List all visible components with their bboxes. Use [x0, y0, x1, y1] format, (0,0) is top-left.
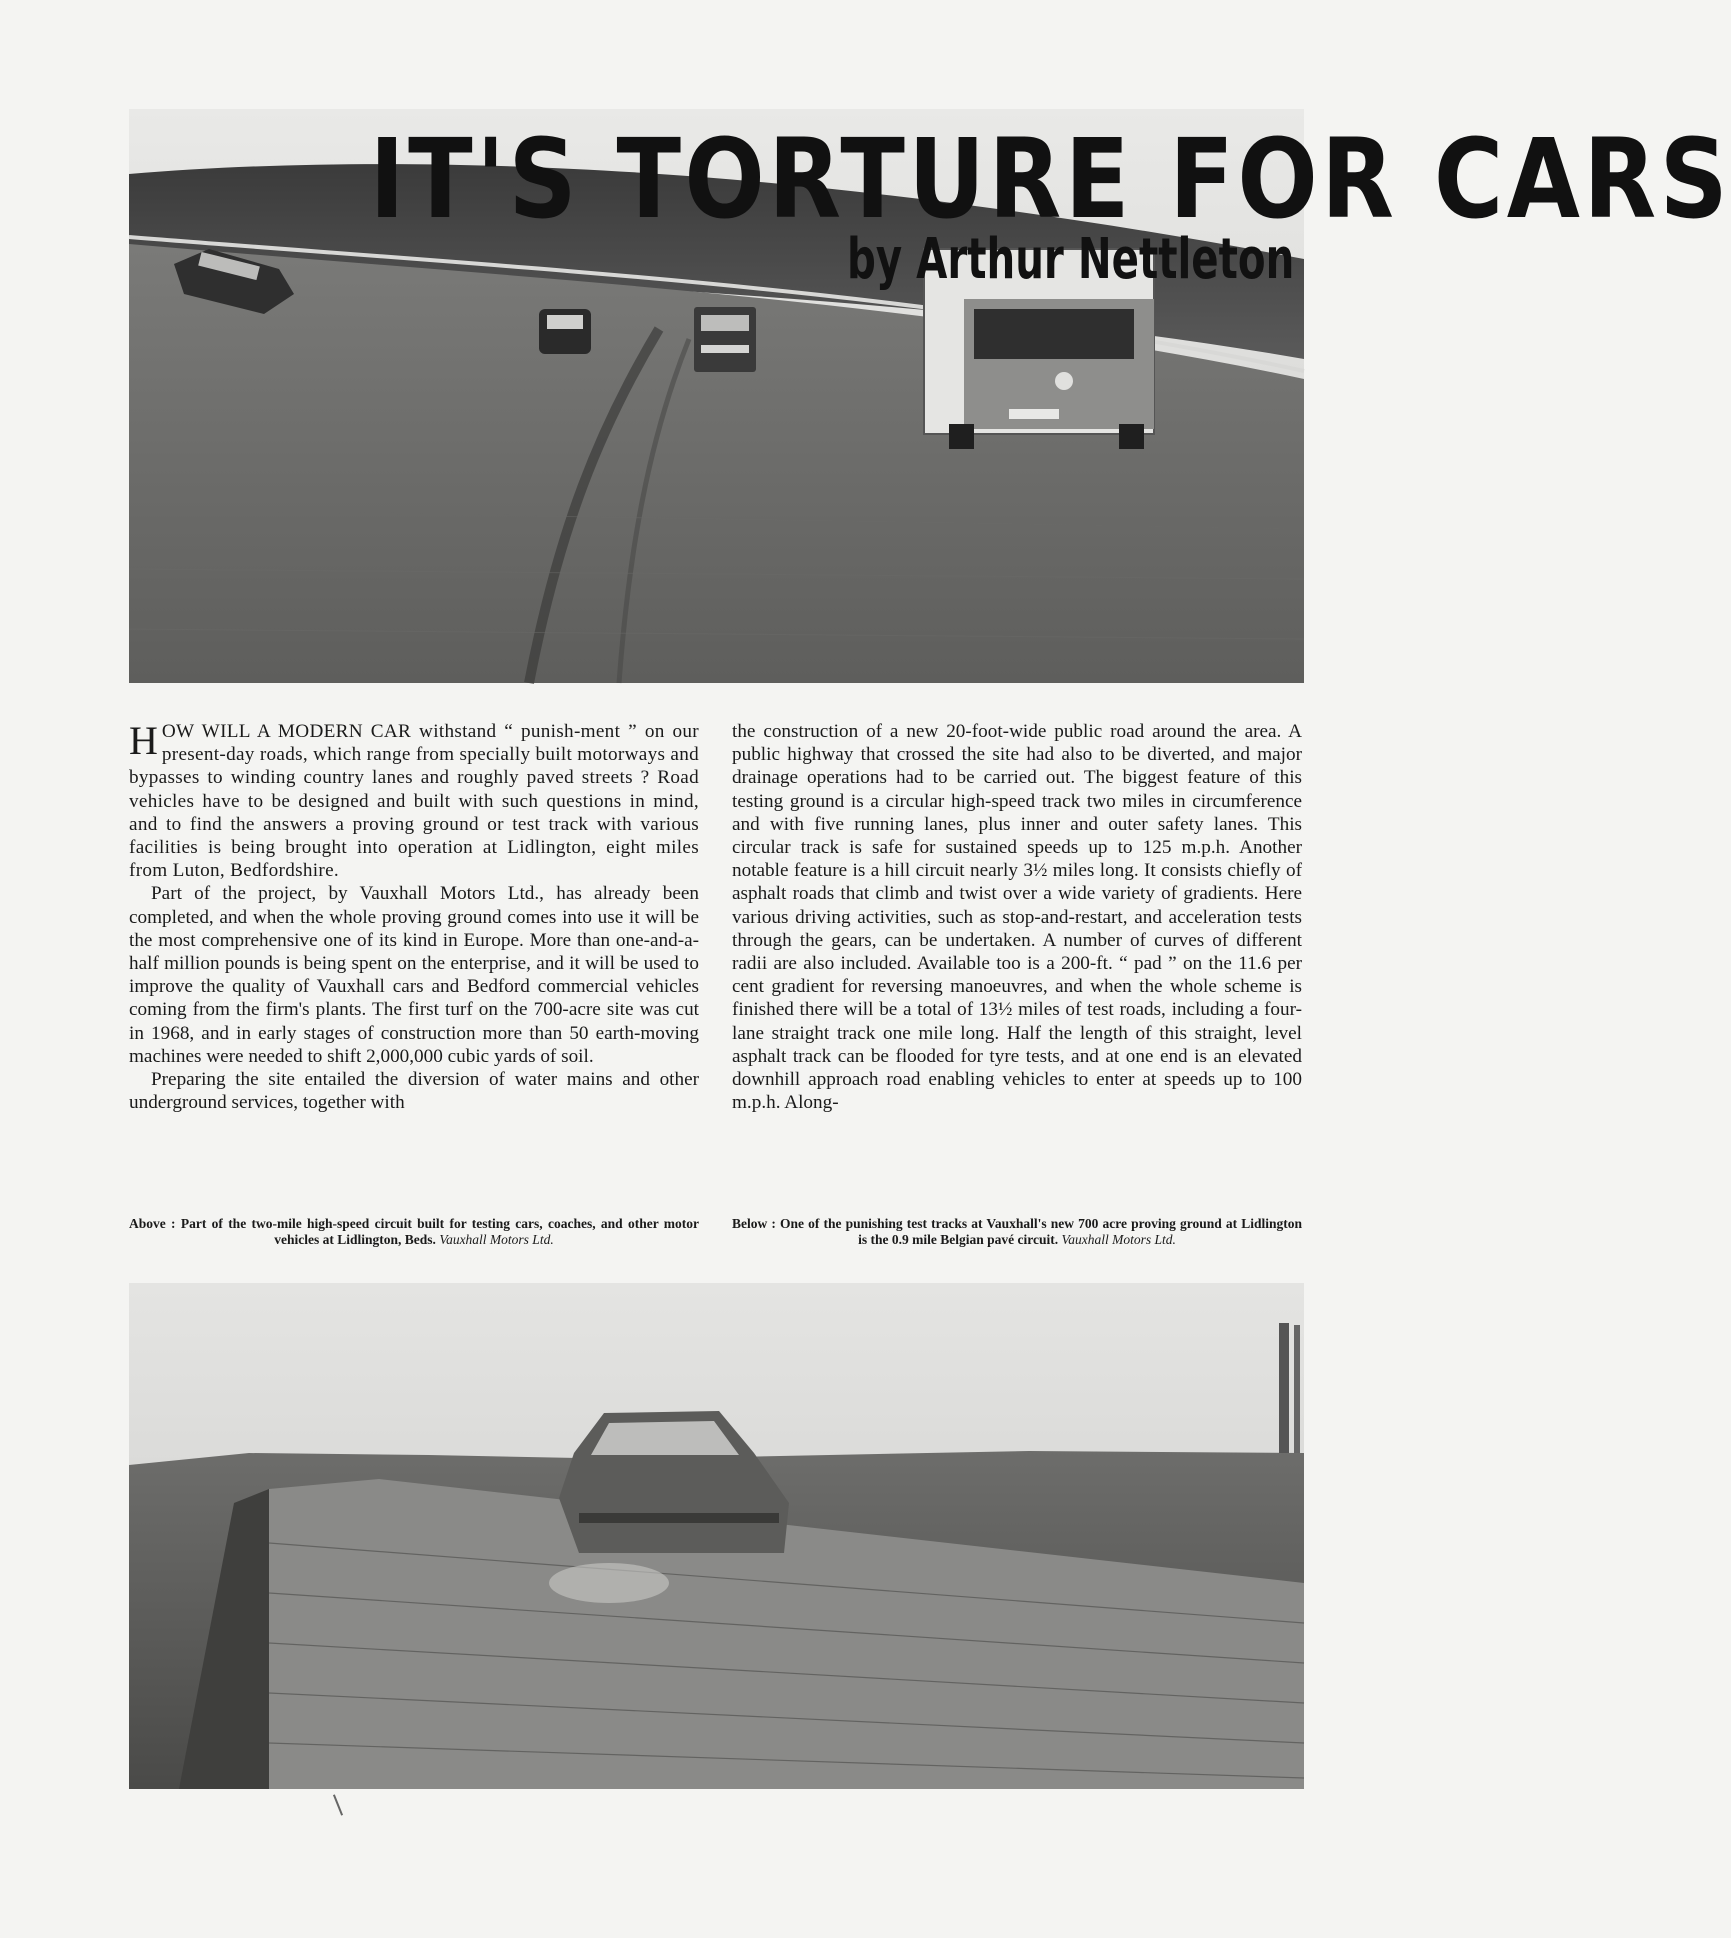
- bottom-photo-pave-circuit: [129, 1283, 1304, 1789]
- caption-above: [129, 1216, 699, 1247]
- paragraph-3: Preparing the site entailed the diversion of water mains and other underground services, together with: [129, 1069, 699, 1114]
- caption-below-credit: Vauxhall Motors Ltd.: [1061, 1231, 1176, 1247]
- lead-text: OW WILL A MODERN CAR withstand “ punish-ment ” on our present-day roads, which range from specially built motorways and bypasses to winding country lanes and roughly paved streets ? Road vehicles have to be designed and built with such questions in mind, and to find the answers a proving ground or test track with various facilities is being brought into operation at Lidlington, eight miles from Luton, Bedfordshire.: [129, 721, 699, 882]
- drop-cap: H: [129, 718, 158, 763]
- van: [694, 307, 756, 372]
- article-headline: IT'S TORTURE FOR CARS: [369, 115, 1731, 243]
- paragraph-2: Part of the project, by Vauxhall Motors Ltd., has already been completed, and when the whole proving ground comes into use it will be the most comprehensive one of its kind in Europe. More than one-and-a-half million pounds is being spent on the enterprise, and it will be used to improve the quality of Vauxhall cars and Bedford commercial vehicles coming from the firm's plants. The first turf on the 700-acre site was cut in 1968, and in early stages of construction more than 50 earth-moving machines were needed to shift 2,000,000 cubic yards of soil.: [129, 883, 699, 1067]
- caption-below: [732, 1216, 1302, 1247]
- caption-above-credit: Vauxhall Motors Ltd.: [439, 1231, 554, 1247]
- small-car: [539, 309, 591, 354]
- caption-above-text: Above : Part of the two-mile high-speed circuit built for testing cars, coaches, and other motor vehicles at Lidlington, Beds.: [129, 1216, 699, 1247]
- top-photo-banked-track: [129, 109, 1731, 683]
- lead-paragraph: [129, 720, 699, 882]
- left-column: [129, 720, 699, 1205]
- bottom-photo-illustration: [129, 1283, 1304, 1789]
- article-byline: by Arthur Nettleton: [846, 227, 1294, 292]
- right-column-text: the construction of a new 20-foot-wide public road around the area. A public highway that crossed the site had also to be diverted, and major drainage operations had to be carried out. The biggest feature of this testing ground is a circular high-speed track two miles in circumference and with five running lanes, plus inner and outer safety lanes. This circular track is safe for sustained speeds up to 125 m.p.h. Another notable feature is a hill circuit nearly 3½ miles long. It consists chiefly of asphalt roads that climb and twist over a wide variety of gradients. Here various driving activities, such as stop-and-restart, and acceleration tests through the gears, can be undertaken. A number of curves of different radii are also included. Available too is a 200-ft. “ pad ” on the 11.6 per cent gradient for reversing manoeuvres, and when the whole scheme is finished there will be a total of 13½ miles of test roads, including a four-lane straight track one mile long. Half the length of this straight, level asphalt track can be flooded for tyre tests, and at one end is an elevated downhill approach road enabling vehicles to enter at speeds up to 100 m.p.h. Along-: [732, 721, 1302, 1114]
- stray-ink-mark: [333, 1794, 343, 1815]
- right-column: [732, 720, 1302, 1205]
- caption-below-text: Below : One of the punishing test tracks at Vauxhall's new 700 acre proving ground at Lidlington is the 0.9 mile Belgian pavé circuit.: [732, 1216, 1302, 1247]
